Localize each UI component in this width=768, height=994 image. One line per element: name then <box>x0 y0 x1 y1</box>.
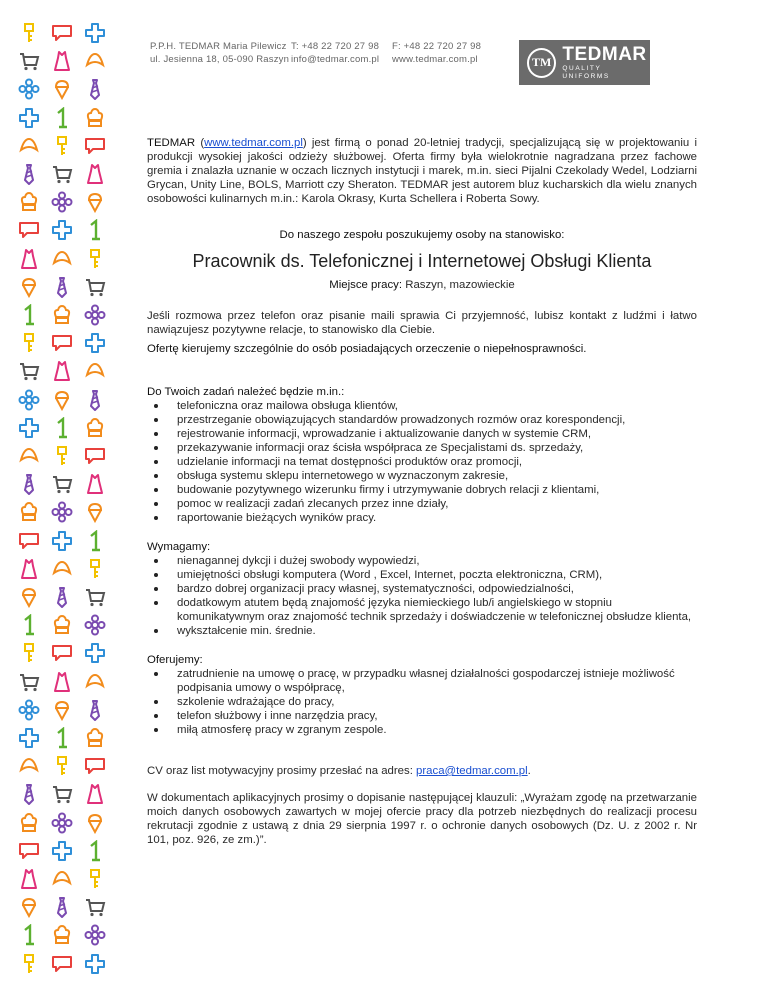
flower-icon <box>51 812 73 834</box>
tie-icon <box>51 896 73 918</box>
duty-item: raportowanie bieżących wyników pracy. <box>177 511 697 525</box>
croissant-icon <box>51 558 73 580</box>
offer-item: telefon służbowy i inne narzędzia pracy, <box>177 709 697 723</box>
key-icon <box>51 445 73 467</box>
intro-website-link[interactable]: www.tedmar.com.pl <box>204 137 303 149</box>
tie-icon <box>18 783 40 805</box>
flower-icon <box>18 78 40 100</box>
croissant-icon <box>51 248 73 270</box>
key-icon <box>18 953 40 975</box>
bubble-icon <box>51 953 73 975</box>
company-street: ul. Jesienna 18, 05-090 Raszyn <box>150 54 290 65</box>
phone-number: T: +48 22 720 27 98 <box>291 41 380 52</box>
flower-icon <box>51 501 73 523</box>
disability-note: Ofertę kierujemy szczególnie do osób posiadających orzeczenie o niepełnosprawności. <box>147 343 587 355</box>
one-icon <box>51 107 73 129</box>
apply-email-link[interactable]: praca@tedmar.com.pl <box>416 765 528 777</box>
dress-icon <box>51 50 73 72</box>
plus-icon <box>51 840 73 862</box>
fax-website-info <box>392 40 481 66</box>
bubble-icon <box>51 642 73 664</box>
one-icon <box>84 840 106 862</box>
hat-icon <box>51 304 73 326</box>
contact-info <box>291 40 379 66</box>
location-value: Raszyn, mazowieckie <box>402 279 515 291</box>
flower-icon <box>84 614 106 636</box>
key-icon <box>84 248 106 270</box>
one-icon <box>18 924 40 946</box>
icecream-icon <box>51 699 73 721</box>
dress-icon <box>18 868 40 890</box>
dress-icon <box>51 671 73 693</box>
key-icon <box>18 22 40 44</box>
bubble-icon <box>18 530 40 552</box>
cart-icon <box>51 163 73 185</box>
one-icon <box>84 530 106 552</box>
cart-icon <box>18 360 40 382</box>
tie-icon <box>18 473 40 495</box>
croissant-icon <box>84 360 106 382</box>
tedmar-logo <box>519 40 650 85</box>
gdpr-clause: W dokumentach aplikacyjnych prosimy o dopisanie następującej klauzuli: „Wyrażam zgodę na przetwarzanie moich danych osobowych zawartych w mojej ofercie pracy dla potrzeb niezbędnych do realizacji procesu rekrutacji zgodnie z ustawą z dnia 29 sierpnia 1997 r. o ochronie danych osobowych (Dz. U. z 2002 r. Nr 101, poz. 926, ze zm.)”. <box>147 792 697 846</box>
job-offer-content <box>147 136 697 847</box>
offer-title: Oferujemy: <box>147 654 203 666</box>
key-icon <box>84 868 106 890</box>
key-icon <box>84 558 106 580</box>
plus-icon <box>84 642 106 664</box>
bubble-icon <box>84 445 106 467</box>
duties-title: Do Twoich zadań należeć będzie m.in.: <box>147 386 345 398</box>
apply-text: CV oraz list motywacyjny prosimy przesłać na adres: <box>147 765 417 777</box>
intro-company: TEDMAR <box>147 137 196 149</box>
bubble-icon <box>18 219 40 241</box>
plus-icon <box>84 953 106 975</box>
duty-item: budowanie pozytywnego wizerunku firmy i utrzymywanie dobrych relacji z klientami, <box>177 483 697 497</box>
bubble-icon <box>84 755 106 777</box>
offer-list <box>147 667 697 737</box>
plus-icon <box>84 22 106 44</box>
plus-icon <box>51 219 73 241</box>
offer-item: miłą atmosferę pracy w zgranym zespole. <box>177 723 697 737</box>
croissant-icon <box>18 755 40 777</box>
croissant-icon <box>51 868 73 890</box>
cart-icon <box>84 586 106 608</box>
duty-item: rejestrowanie informacji, wprowadzanie i aktualizowanie danych w systemie CRM, <box>177 427 697 441</box>
duty-item: pomoc w realizacji zadań zlecanych przez inne działy, <box>177 497 697 511</box>
one-icon <box>51 727 73 749</box>
apply-end: . <box>527 765 531 777</box>
dress-icon <box>51 360 73 382</box>
flower-icon <box>51 191 73 213</box>
flower-icon <box>84 924 106 946</box>
intro-paren-open: ( <box>200 137 205 149</box>
key-icon <box>18 332 40 354</box>
requirements-list <box>147 554 697 638</box>
plus-icon <box>18 107 40 129</box>
icecream-icon <box>84 191 106 213</box>
bubble-icon <box>51 332 73 354</box>
hat-icon <box>18 191 40 213</box>
hat-icon <box>51 614 73 636</box>
icecream-icon <box>84 812 106 834</box>
flower-icon <box>18 699 40 721</box>
bubble-icon <box>51 22 73 44</box>
cart-icon <box>84 276 106 298</box>
duty-item: udzielanie informacji na temat dostępności produktów oraz promocji, <box>177 455 697 469</box>
key-icon <box>51 135 73 157</box>
duty-item: telefoniczna oraz mailowa obsługa klientów, <box>177 399 697 413</box>
dress-icon <box>84 473 106 495</box>
requirement-item: bardzo dobrej organizacji pracy własnej, systematyczności, odpowiedzialności, <box>177 582 697 596</box>
work-location <box>147 278 697 292</box>
tie-icon <box>51 276 73 298</box>
one-icon <box>18 304 40 326</box>
position-lead: Do naszego zespołu poszukujemy osoby na stanowisko: <box>279 229 565 241</box>
duty-item: przestrzeganie obowiązujących standardów prowadzonych rozmów oraz korespondencji, <box>177 413 697 427</box>
hat-icon <box>84 417 106 439</box>
icecream-icon <box>18 586 40 608</box>
tie-icon <box>84 78 106 100</box>
location-label: Miejsce pracy: <box>329 279 403 291</box>
tie-icon <box>84 699 106 721</box>
dress-icon <box>18 558 40 580</box>
cart-icon <box>51 783 73 805</box>
hat-icon <box>18 501 40 523</box>
logo-tagline: QUALITY UNIFORMS <box>562 64 610 80</box>
tie-icon <box>18 163 40 185</box>
flower-icon <box>84 304 106 326</box>
dress-icon <box>84 783 106 805</box>
icecream-icon <box>84 501 106 523</box>
duty-item: przekazywanie informacji oraz ścisła współpraca ze Specjalistami ds. sprzedaży, <box>177 441 697 455</box>
icecream-icon <box>51 389 73 411</box>
croissant-icon <box>84 50 106 72</box>
requirement-item: wykształcenie min. średnie. <box>177 624 697 638</box>
website-link[interactable]: www.tedmar.com.pl <box>392 54 478 65</box>
requirements-title: Wymagamy: <box>147 541 211 553</box>
dress-icon <box>18 248 40 270</box>
company-name: P.P.H. TEDMAR Maria Pilewicz <box>150 41 287 52</box>
duties-list <box>147 399 697 525</box>
cart-icon <box>84 896 106 918</box>
intro-paren-close: ) <box>302 137 307 149</box>
key-icon <box>18 642 40 664</box>
requirement-item: nienagannej dykcji i dużej swobody wypowiedzi, <box>177 554 697 568</box>
intro-text: jest firmą o ponad 20-letniej tradycji, specjalizującą się w projektowaniu i produkcji wysokiej jakości odzieży służbowej. Oferta firmy była wielokrotnie nagradzana przez fachowe gremia i znalazła uznanie w oczach licznych instytucji i marek, m.in. sieci Pijalni Czekolady Wedel, Lodziarni Grycan, Unity Line, BOLS, Marriott czy Sheraton. TEDMAR jest autorem bluz kucharskich dla wielu znanych osobowości kulinarnych m.in.: Karola Okrasy, Kurta Schellera i Roberta Sowy. <box>147 137 698 205</box>
flower-icon <box>18 389 40 411</box>
one-icon <box>18 614 40 636</box>
description-paragraph: Jeśli rozmowa przez telefon oraz pisanie maili sprawia Ci przyjemność, lubisz kontakt z ludźmi i łatwo nawiązujesz pozytywne relacje, to stanowisko dla Ciebie. <box>147 310 697 336</box>
one-icon <box>51 417 73 439</box>
apply-paragraph <box>147 764 697 778</box>
requirement-item: umiejętności obsługi komputera (Word , Excel, Internet, poczta elektroniczna, CRM), <box>177 568 697 582</box>
cart-icon <box>51 473 73 495</box>
offer-item: zatrudnienie na umowę o pracę, w przypadku własnej działalności gospodarczej istnieje możliwość podpisania umowy o współpracę, <box>177 667 697 695</box>
job-title: Pracownik ds. Telefonicznej i Internetowej Obsługi Klienta <box>192 251 652 271</box>
croissant-icon <box>84 671 106 693</box>
croissant-icon <box>18 445 40 467</box>
croissant-icon <box>18 135 40 157</box>
logo-mark: TM <box>527 48 556 78</box>
logo-name: TEDMAR <box>562 43 647 65</box>
bubble-icon <box>84 135 106 157</box>
offer-item: szkolenie wdrażające do pracy, <box>177 695 697 709</box>
hat-icon <box>51 924 73 946</box>
requirement-item: dodatkowym atutem będą znajomość języka niemieckiego lub/i angielskiego w stopniu komunikatywnym oraz znajomość technik sprzedaży i doświadczenie w telefonicznej obsłudze klienta, <box>177 596 697 624</box>
fax-number: F: +48 22 720 27 98 <box>392 41 482 52</box>
icecream-icon <box>51 78 73 100</box>
icecream-icon <box>18 896 40 918</box>
hat-icon <box>84 107 106 129</box>
duty-item: obsługa systemu sklepu internetowego w wyznaczonym zakresie, <box>177 469 697 483</box>
plus-icon <box>84 332 106 354</box>
icecream-icon <box>18 276 40 298</box>
dress-icon <box>84 163 106 185</box>
cart-icon <box>18 50 40 72</box>
plus-icon <box>18 727 40 749</box>
hat-icon <box>84 727 106 749</box>
contact-email[interactable]: info@tedmar.com.pl <box>291 54 380 65</box>
plus-icon <box>51 530 73 552</box>
plus-icon <box>18 417 40 439</box>
decorative-icon-column <box>18 22 123 982</box>
tie-icon <box>84 389 106 411</box>
hat-icon <box>18 812 40 834</box>
cart-icon <box>18 671 40 693</box>
intro-paragraph <box>147 136 697 206</box>
tie-icon <box>51 586 73 608</box>
company-address <box>150 40 289 66</box>
bubble-icon <box>18 840 40 862</box>
one-icon <box>84 219 106 241</box>
key-icon <box>51 755 73 777</box>
